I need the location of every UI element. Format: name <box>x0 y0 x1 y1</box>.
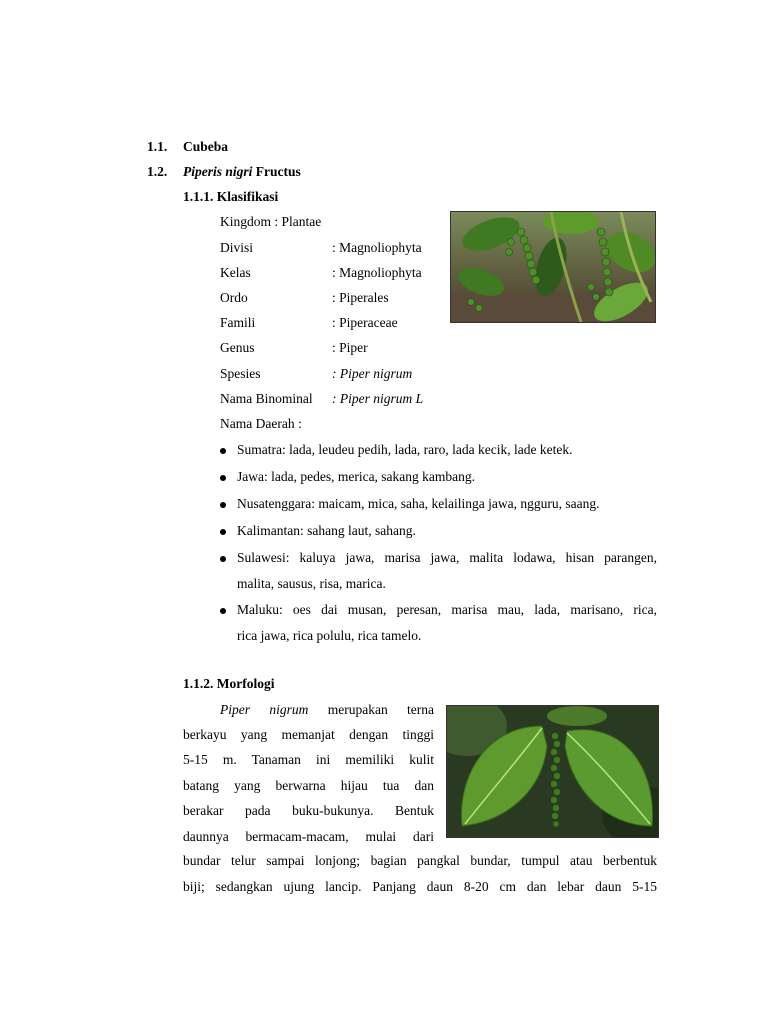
classification-value: : Piperaceae <box>332 315 398 330</box>
classification-value: : Magnoliophyta <box>332 240 422 255</box>
nama-daerah-label: Nama Daerah : <box>220 416 302 431</box>
pepper-leaf-illustration <box>447 706 658 837</box>
heading-klasifikasi: 1.1.1. Klasifikasi <box>183 189 279 204</box>
bullet-icon <box>220 608 226 614</box>
region-item: Maluku: oes dai musan, peresan, marisa mau, lada, marisano, rica, <box>237 602 657 617</box>
bullet-icon <box>220 529 226 535</box>
classification-label: Famili <box>220 315 256 330</box>
bullet-icon <box>220 502 226 508</box>
pepper-vine-fruit-photo <box>450 211 656 323</box>
region-item-continuation: malita, sausus, risa, marica. <box>237 576 386 591</box>
classification-value: : Piper <box>332 340 368 355</box>
morfologi-first-italic: Piper nigrum <box>220 702 309 717</box>
heading-1-2-italic: Piperis nigri <box>183 164 253 179</box>
morfologi-line: berkayu yang memanjat dengan tinggi <box>183 727 434 742</box>
heading-1-1-title: Cubeba <box>183 139 229 154</box>
bullet-icon <box>220 556 226 562</box>
pepper-vine-illustration <box>451 212 655 322</box>
classification-value: : Piper nigrum L <box>332 391 424 406</box>
morfologi-line: batang yang berwarna hijau tua dan <box>183 777 434 793</box>
morfologi-line: 5-15 m. Tanaman ini memiliki kulit <box>183 752 434 768</box>
classification-label: Divisi <box>220 240 254 255</box>
heading-1-2-rest: Fructus <box>252 164 301 179</box>
classification-label: Ordo <box>220 290 248 305</box>
heading-1-1-number: 1.1. <box>147 139 168 154</box>
heading-1-2-title <box>183 164 301 180</box>
morfologi-line: biji; sedangkan ujung lancip. Panjang daun 8-20 cm dan lebar daun 5-15 <box>183 879 657 894</box>
morfologi-line: berakar pada buku-bukunya. Bentuk <box>183 803 434 819</box>
bullet-icon <box>220 475 226 481</box>
classification-label: Spesies <box>220 366 261 381</box>
classification-value: : Magnoliophyta <box>332 265 422 280</box>
morfologi-line: daunnya bermacam-macam, mulai dari <box>183 828 434 844</box>
region-item-continuation: rica jawa, rica polulu, rica tamelo. <box>237 628 422 643</box>
classification-value: : Piperales <box>332 290 389 305</box>
heading-1-2-number: 1.2. <box>147 164 168 179</box>
classification-label: Kelas <box>220 265 251 280</box>
region-item: Kalimantan: sahang laut, sahang. <box>237 523 416 538</box>
morfologi-first-rest: merupakan terna <box>327 702 435 717</box>
classification-value: : Piper nigrum <box>332 366 413 381</box>
region-item: Sumatra: lada, leudeu pedih, lada, raro, lada kecik, lade ketek. <box>237 442 573 457</box>
classification-label: Genus <box>220 340 255 355</box>
heading-morfologi: 1.1.2. Morfologi <box>183 676 275 691</box>
bullet-icon <box>220 448 226 454</box>
region-item: Nusatenggara: maicam, mica, saha, kelailinga jawa, ngguru, saang. <box>237 496 600 511</box>
region-item: Jawa: lada, pedes, merica, sakang kambang. <box>237 469 476 484</box>
region-item: Sulawesi: kaluya jawa, marisa jawa, malita lodawa, hisan parangen, <box>237 550 657 565</box>
pepper-leaf-photo <box>446 705 659 838</box>
classification-label: Nama Binominal <box>220 391 313 406</box>
classification-label: Kingdom : Plantae <box>220 214 322 229</box>
morfologi-line: bundar telur sampai lonjong; bagian pangkal bundar, tumpul atau berbentuk <box>183 853 657 868</box>
morfologi-first-line <box>220 702 434 718</box>
